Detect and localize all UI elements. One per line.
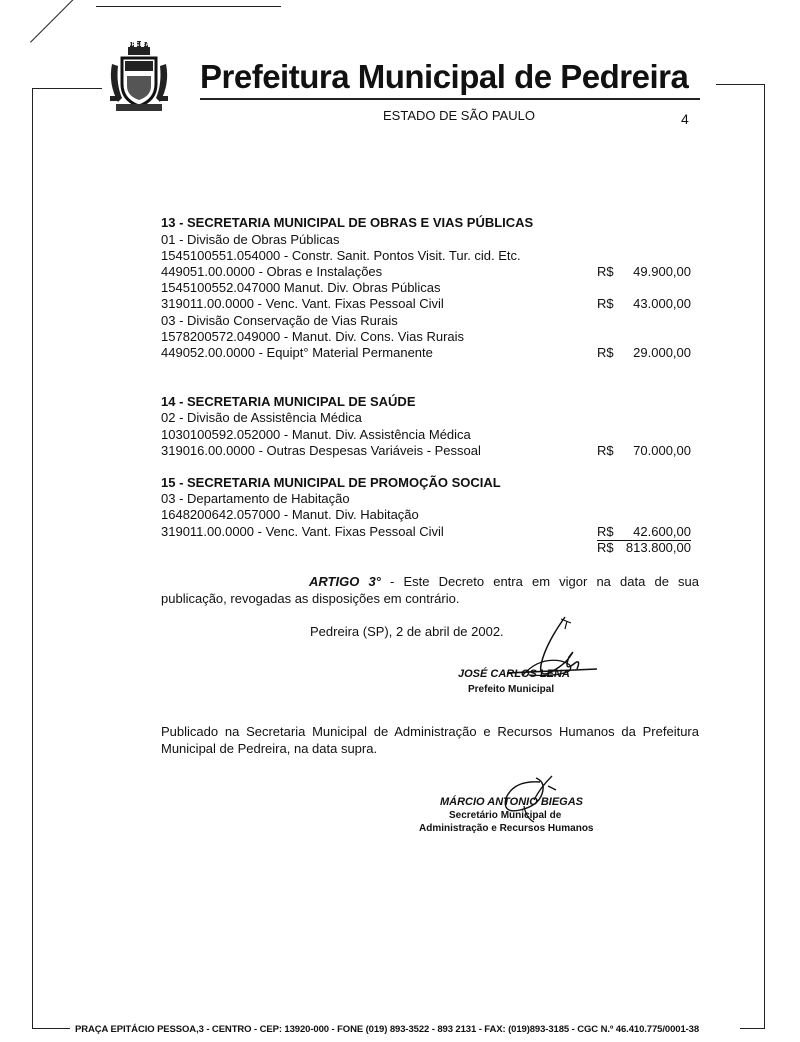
section-14-heading: 14 - SECRETARIA MUNICIPAL DE SAÚDE bbox=[161, 394, 416, 409]
section-15-line: 319011.00.0000 - Venc. Vant. Fixas Pessoal Civil bbox=[161, 524, 444, 539]
mayor-role: Prefeito Municipal bbox=[468, 684, 555, 695]
section-15-amount: R$ 42.600,00 bbox=[597, 524, 691, 539]
place-date: Pedreira (SP), 2 de abril de 2002. bbox=[310, 624, 504, 639]
total-amount: R$ 813.800,00 bbox=[597, 540, 691, 555]
crest-label: PEDREIRA bbox=[120, 42, 150, 48]
frame-left-top-rule bbox=[32, 88, 102, 89]
frame-bottom-left-rule bbox=[32, 1028, 70, 1029]
mayor-name: JOSÉ CARLOS LENA bbox=[458, 668, 570, 680]
frame-left-border bbox=[32, 88, 33, 1028]
section-13-line: 449051.00.0000 - Obras e Instalações bbox=[161, 264, 383, 279]
section-14-line: 319016.00.0000 - Outras Despesas Variáveis - Pessoal bbox=[161, 443, 481, 458]
frame-top-left-diagonal bbox=[30, 0, 98, 43]
publication-note: Publicado na Secretaria Municipal de Administração e Recursos Humanos da Prefeitura Municipal de Pedreira, na data supra. bbox=[161, 724, 699, 756]
artigo-text-1: - Este Decreto entra em vigor na data de sua bbox=[380, 574, 700, 589]
artigo-text-2: publicação, revogadas as disposições em contrário. bbox=[161, 591, 460, 606]
page-number: 4 bbox=[681, 111, 689, 127]
section-13-line: 1578200572.049000 - Manut. Div. Cons. Vias Rurais bbox=[161, 329, 465, 344]
section-13-amount: R$ 29.000,00 bbox=[597, 345, 691, 360]
footer-address: PRAÇA EPITÁCIO PESSOA,3 - CENTRO - CEP: 13920-000 - FONE (019) 893-3522 - 893 2131 - FAX: (019)893-3185 - CGC N.º 46.410.775/0001-38 bbox=[75, 1024, 700, 1035]
section-14-line: 02 - Divisão de Assistência Médica bbox=[161, 410, 362, 425]
state-subtitle: ESTADO DE SÃO PAULO bbox=[383, 108, 535, 123]
section-13-amount: R$ 49.900,00 bbox=[597, 264, 691, 279]
section-14-amount: R$ 70.000,00 bbox=[597, 443, 691, 458]
page-title: Prefeitura Municipal de Pedreira bbox=[200, 58, 689, 95]
municipal-crest-icon bbox=[108, 40, 170, 118]
secretary-role-line2: Administração e Recursos Humanos bbox=[419, 823, 594, 834]
title-underline bbox=[200, 98, 700, 100]
secretary-name: MÁRCIO ANTONIO BIEGAS bbox=[440, 796, 584, 808]
secretary-role-line1: Secretário Municipal de bbox=[449, 810, 562, 821]
section-13-line: 1545100551.054000 - Constr. Sanit. Pontos Visit. Tur. cid. Etc. bbox=[161, 248, 521, 263]
section-13-line: 1545100552.047000 Manut. Div. Obras Públicas bbox=[161, 280, 441, 295]
section-15-line: 1648200642.057000 - Manut. Div. Habitação bbox=[161, 507, 419, 522]
section-13-line: 319011.00.0000 - Venc. Vant. Fixas Pessoal Civil bbox=[161, 296, 444, 311]
section-13-line: 01 - Divisão de Obras Públicas bbox=[161, 232, 340, 247]
artigo-label: ARTIGO 3° bbox=[309, 574, 381, 589]
section-13-line: 449052.00.0000 - Equipt° Material Permanente bbox=[161, 345, 433, 360]
frame-bottom-right-rule bbox=[740, 1028, 765, 1029]
frame-top-rule bbox=[96, 6, 281, 7]
artigo-paragraph bbox=[161, 573, 699, 607]
frame-right-top-rule bbox=[716, 84, 764, 85]
section-13-heading: 13 - SECRETARIA MUNICIPAL DE OBRAS E VIAS PÚBLICAS bbox=[161, 215, 534, 230]
section-13-line: 03 - Divisão Conservação de Vias Rurais bbox=[161, 313, 398, 328]
frame-right-border bbox=[764, 84, 765, 1028]
section-14-line: 1030100592.052000 - Manut. Div. Assistência Médica bbox=[161, 427, 471, 442]
section-15-line: 03 - Departamento de Habitação bbox=[161, 491, 350, 506]
section-13-amount: R$ 43.000,00 bbox=[597, 296, 691, 311]
section-15-heading: 15 - SECRETARIA MUNICIPAL DE PROMOÇÃO SOCIAL bbox=[161, 475, 501, 490]
